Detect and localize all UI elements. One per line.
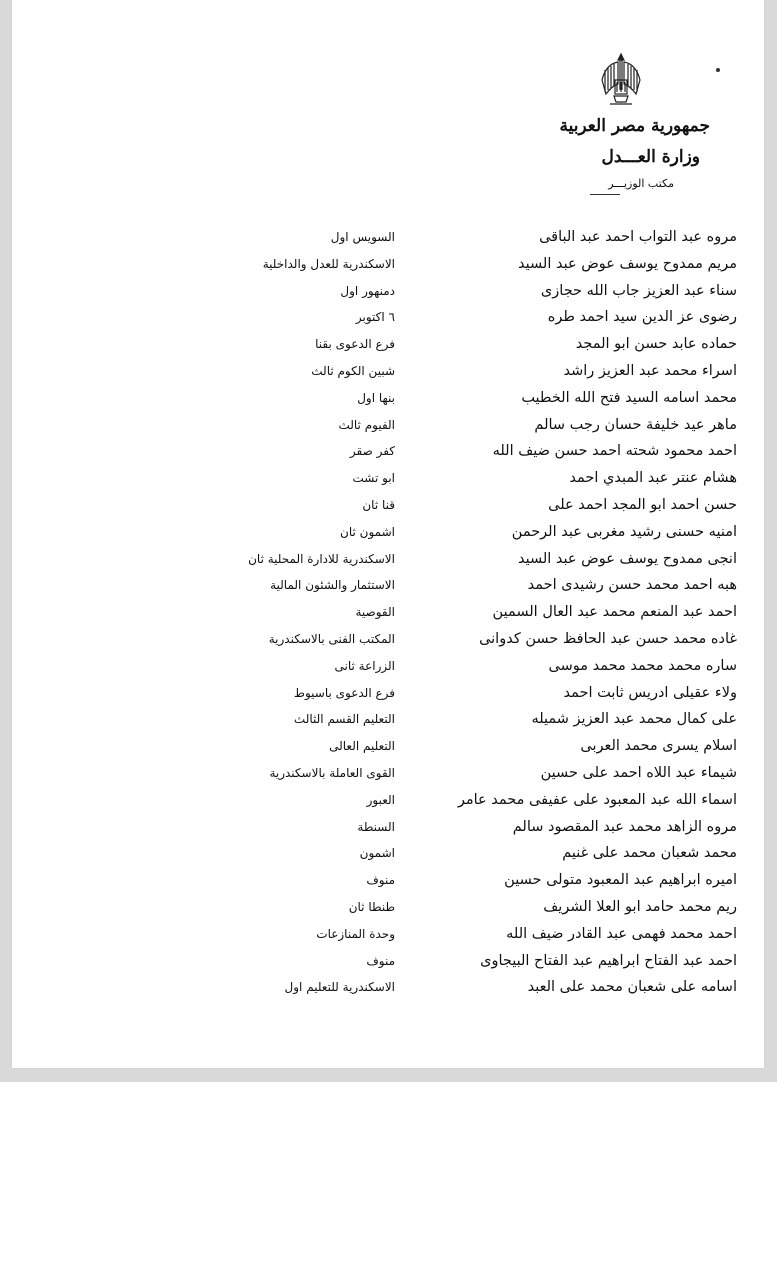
list-item: [0, 224, 777, 251]
person-name: امنيه حسنى رشيد مغربى عبد الرحمن: [511, 523, 737, 540]
list-item: [0, 251, 777, 278]
list-item: [0, 974, 777, 1001]
assignment-place: العبور: [366, 792, 395, 807]
person-name: احمد محمود شحته احمد حسن ضيف الله: [492, 443, 737, 460]
assignment-place: وحدة المنازعات: [316, 926, 395, 941]
assignment-place: الاسكندرية للتعليم اول: [284, 980, 395, 995]
ink-mark: [716, 68, 720, 72]
person-name: ماهر عيد خليفة حسان رجب سالم: [534, 416, 737, 433]
assignment-place: دمنهور اول: [340, 283, 395, 298]
person-name: احمد عبد المنعم محمد عبد العال السمين: [492, 604, 737, 621]
person-name: مريم ممدوح يوسف عوض عبد السيد: [518, 255, 737, 272]
list-item: [0, 787, 777, 814]
list-item: [0, 814, 777, 841]
assignment-place: شبين الكوم ثالث: [311, 363, 395, 378]
person-name: انجى ممدوح يوسف عوض عبد السيد: [517, 550, 737, 567]
person-name: حماده عابد حسن ابو المجد: [575, 336, 737, 353]
person-name: محمد شعبان محمد على غنيم: [562, 845, 737, 862]
person-name: رضوى عز الدين سيد احمد طره: [547, 309, 737, 326]
list-item: [0, 358, 777, 385]
person-name: احمد عبد الفتاح ابراهيم عبد الفتاح البيجاوى: [480, 952, 737, 969]
person-name: اسراء محمد عبد العزيز راشد: [563, 362, 737, 379]
assignment-place: القوصية: [355, 605, 395, 620]
assignment-place: كفر صقر: [349, 444, 395, 459]
person-name: ولاء عقيلى ادريس ثابت احمد: [563, 684, 737, 701]
list-item: [0, 653, 777, 680]
letterhead: [470, 112, 710, 194]
list-item: [0, 948, 777, 975]
list-item: [0, 867, 777, 894]
list-item: [0, 519, 777, 546]
list-item: [0, 438, 777, 465]
person-name: محمد اسامه السيد فتح الله الخطيب: [521, 389, 737, 406]
person-name: ساره محمد محمد محمد موسى: [548, 657, 737, 674]
person-name: هبه احمد محمد حسن رشيدى احمد: [527, 577, 737, 594]
person-name: غاده محمد حسن عبد الحافظ حسن كدوانى: [479, 630, 737, 647]
person-name: اسلام يسرى محمد العربى: [580, 738, 737, 755]
ministry-name: وزارة العـــدل: [601, 147, 700, 167]
name-list: [0, 224, 777, 1001]
eagle-emblem-icon: [596, 50, 646, 110]
list-item: [0, 921, 777, 948]
list-item: [0, 278, 777, 305]
list-item: [0, 492, 777, 519]
assignment-place: ابو تشت: [352, 471, 395, 486]
country-name: جمهورية مصر العربية: [559, 116, 710, 136]
person-name: اسامه على شعبان محمد على العبد: [527, 979, 737, 996]
assignment-place: اشمون: [359, 846, 395, 861]
list-item: [0, 733, 777, 760]
person-name: مروه الزاهد محمد عبد المقصود سالم: [512, 818, 737, 835]
assignment-place: بنها اول: [357, 390, 395, 405]
person-name: على كمال محمد عبد العزيز شميله: [531, 711, 737, 728]
person-name: اسماء الله عبد المعبود على عفيفى محمد عامر: [457, 791, 737, 808]
person-name: هشام عنتر عبد المبدي احمد: [569, 470, 737, 487]
assignment-place: القوى العاملة بالاسكندرية: [269, 765, 395, 780]
assignment-place: فرع الدعوى باسيوط: [293, 685, 395, 700]
person-name: اميره ابراهيم عبد المعبود متولى حسين: [504, 872, 737, 889]
assignment-place: طنطا ثان: [348, 899, 395, 914]
list-item: [0, 385, 777, 412]
letterhead-underline: [590, 194, 620, 195]
list-item: [0, 760, 777, 787]
assignment-place: اشمون ثان: [340, 524, 395, 539]
list-item: [0, 840, 777, 867]
assignment-place: فرع الدعوى بقنا: [315, 337, 395, 352]
office-name: مكتب الوزيـــر: [608, 177, 674, 190]
list-item: [0, 412, 777, 439]
person-name: ريم محمد حامد ابو العلا الشريف: [543, 898, 737, 915]
list-item: [0, 546, 777, 573]
assignment-place: منوف: [366, 873, 395, 888]
list-item: [0, 465, 777, 492]
assignment-place: منوف: [366, 953, 395, 968]
assignment-place: التعليم العالى: [329, 739, 395, 754]
list-item: [0, 680, 777, 707]
list-item: [0, 599, 777, 626]
list-item: [0, 304, 777, 331]
person-name: مروه عبد التواب احمد عبد الباقى: [539, 229, 737, 245]
assignment-place: ٦ اكتوبر: [355, 310, 395, 325]
assignment-place: الاسكندرية للعدل والداخلية: [262, 256, 395, 271]
assignment-place: الاسكندرية للادارة المحلية ثان: [248, 551, 395, 566]
assignment-place: الفيوم ثالث: [338, 417, 395, 432]
assignment-place: المكتب الفنى بالاسكندرية: [268, 631, 395, 646]
list-item: [0, 706, 777, 733]
assignment-place: التعليم القسم الثالث: [293, 712, 395, 727]
person-name: احمد محمد فهمى عبد القادر ضيف الله: [506, 925, 737, 942]
assignment-place: السنطة: [357, 819, 395, 834]
list-item: [0, 331, 777, 358]
assignment-place: الزراعة ثانى: [334, 658, 395, 673]
assignment-place: قنا ثان: [362, 497, 395, 512]
list-item: [0, 894, 777, 921]
person-name: شيماء عبد اللاه احمد على حسين: [540, 764, 737, 781]
assignment-place: السويس اول: [330, 230, 395, 244]
assignment-place: الاستثمار والشئون المالية: [270, 578, 395, 593]
list-item: [0, 572, 777, 599]
person-name: سناء عبد العزيز جاب الله حجازى: [540, 282, 737, 299]
list-item: [0, 626, 777, 653]
person-name: حسن احمد ابو المجد احمد على: [548, 496, 737, 513]
